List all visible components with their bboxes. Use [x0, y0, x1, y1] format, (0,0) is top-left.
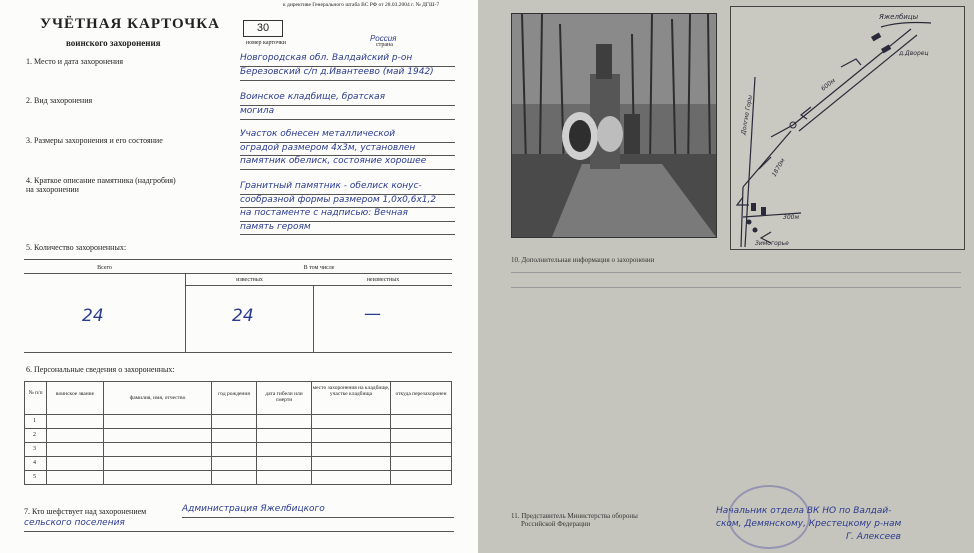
card-title: УЧЁТНАЯ КАРТОЧКА [40, 16, 220, 32]
representative-signature [716, 505, 901, 544]
card-number-caption: номер карточки [246, 40, 286, 46]
underline [240, 234, 455, 235]
owner-value-line: Администрация Яжелбицкого [182, 504, 325, 514]
row-number: 5 [33, 474, 36, 480]
type-label: 2. Вид захоронения [26, 96, 93, 105]
underline [240, 119, 455, 120]
col-header: № п/п [28, 390, 43, 396]
map-label: 300м [783, 214, 799, 221]
including-header: В том числе [303, 265, 335, 271]
table-border [24, 381, 25, 485]
underline [240, 169, 455, 170]
map-drawing [731, 7, 964, 249]
underline [240, 80, 455, 81]
table-border [24, 428, 452, 429]
col-header: откуда перезахоронен [395, 391, 447, 397]
memorial-photo-image [512, 14, 716, 237]
table-border [24, 381, 452, 382]
table-border [313, 285, 314, 353]
representative-label-line: Российской Федерации [521, 520, 591, 528]
col-header: место захоронения на кладбище, участке кладбища [312, 385, 390, 397]
underline [24, 531, 454, 532]
table-border [451, 381, 452, 485]
location-map [730, 6, 965, 250]
underline [240, 194, 455, 195]
underline [182, 517, 454, 518]
type-value-line: могила [240, 105, 275, 116]
table-border [24, 456, 452, 457]
card-front-page [0, 0, 478, 553]
signature-line: ском, Демянскому, Крестецкому р-нам [716, 519, 902, 529]
additional-info-label: 10. Дополнительная информация о захоронении [511, 256, 655, 264]
representative-label [511, 512, 638, 528]
card-number: 30 [243, 20, 283, 37]
size-value-line: Участок обнесен металлической [240, 129, 396, 139]
signature-line: Г. Алексеев [846, 532, 901, 542]
owner-label: 7. Кто шефствует над захоронением [24, 507, 147, 516]
place-label: 1. Место и дата захоронения [26, 57, 124, 66]
underline [240, 221, 455, 222]
row-number: 2 [33, 432, 36, 438]
known-header: известных [236, 277, 263, 283]
size-value-line: памятник обелиск, состояние хорошее [240, 156, 427, 166]
decree-reference: к директиве Генерального штаба ВС РФ от 28.03.2004 г. № ДГШ-7 [283, 2, 440, 8]
table-border [24, 259, 452, 260]
col-header: фамилия, имя, отчество [129, 395, 186, 401]
table-border [24, 414, 452, 415]
underline [511, 272, 961, 273]
row-number: 4 [33, 460, 36, 466]
desc-value-line: Гранитный памятник - обелиск конус- [240, 181, 422, 191]
count-label: 5. Количество захороненных: [26, 243, 127, 252]
col-header: воинское звание [55, 391, 95, 397]
memorial-photo [511, 13, 717, 238]
unknown-count: — [364, 304, 381, 324]
table-border [186, 285, 452, 286]
known-count: 24 [232, 306, 254, 326]
row-number: 1 [33, 418, 36, 424]
place-value-line: Березовский с/п д.Ивантеево (май 1942) [240, 66, 434, 77]
personal-label: 6. Персональные сведения о захороненных: [26, 365, 175, 374]
size-value-line: оградой размером 4х3м, установлен [240, 142, 416, 153]
signature-line: Начальник отдела ВК НО по Валдай- [716, 506, 892, 516]
representative-label-line: 11. Представитель Министерства обороны [511, 512, 638, 520]
country-caption: страна [376, 42, 393, 48]
col-header: год рождения [218, 391, 250, 397]
type-value-line: Воинское кладбище, братская [240, 92, 386, 102]
desc-value-line: сообразной формы размером 1,0х0,6х1,2 [240, 194, 437, 205]
size-label: 3. Размеры захоронения и его состояние [26, 136, 163, 145]
underline [240, 66, 455, 67]
table-border [24, 273, 452, 274]
table-border [24, 484, 452, 485]
unknown-header: неизвестных [366, 277, 400, 283]
map-label: 600м [819, 77, 837, 93]
place-value-line: Новгородская обл. Валдайский р-он [240, 53, 413, 63]
map-label: 1870м [770, 157, 787, 178]
map-label: Долгие Горы [740, 94, 754, 136]
underline [240, 142, 455, 143]
row-number: 3 [33, 446, 36, 452]
underline [240, 207, 455, 208]
map-label: Зимогорье [755, 240, 789, 247]
col-header: дата гибели или смерти [265, 391, 303, 403]
desc-value-line: на постаменте с надписью: Вечная [240, 208, 408, 218]
table-border [24, 470, 452, 471]
underline [511, 287, 961, 288]
table-border [24, 352, 452, 353]
desc-label: 4. Краткое описание памятника (надгробия) на захоронении [26, 176, 176, 194]
country-value: Россия [370, 34, 397, 43]
underline [240, 155, 455, 156]
card-subtitle: воинского захоронения [66, 38, 161, 48]
size-value [240, 128, 455, 169]
total-count: 24 [82, 306, 104, 326]
underline [240, 105, 455, 106]
owner-value-line: сельского поселения [24, 517, 125, 528]
map-label: д.Дворец [899, 50, 929, 57]
desc-value-line: память героям [240, 221, 311, 232]
map-label: Яжелбицы [879, 13, 919, 21]
total-header: Всего [97, 265, 112, 271]
table-border [24, 442, 452, 443]
table-border [185, 273, 186, 353]
